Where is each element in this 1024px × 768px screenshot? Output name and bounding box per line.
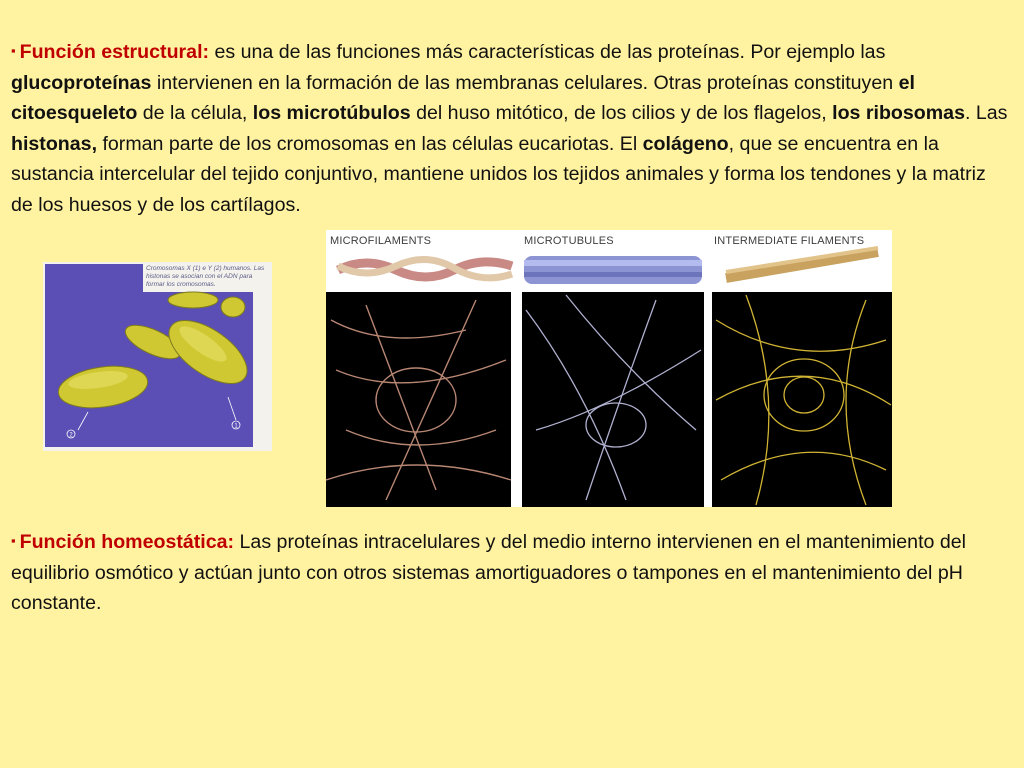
term-ribosomas: los ribosomas [832, 102, 965, 124]
homeostatic-function-heading: Función homeostática: [19, 531, 235, 553]
text-span: es una de las funciones más características de las proteínas. Por ejemplo las [209, 41, 886, 63]
intermediate-filaments-label: INTERMEDIATE FILAMENTS [714, 235, 865, 247]
bullet-icon: ▪ [11, 533, 16, 548]
text-span: del huso mitótico, de los cilios y de los flagelos, [410, 102, 833, 124]
structural-function-heading: Función estructural: [19, 41, 210, 63]
text-span: , que se encuentra en la sustancia intercelular del tejido conjuntivo, mantiene unidos los tejidos animales y forma los tendones y la matriz de los huesos y de los cartílagos. [11, 132, 986, 216]
term-microtubulos: los microtúbulos [252, 102, 411, 124]
term-colageno: colágeno [642, 132, 729, 155]
term-glucoproteinas: glucoproteínas [11, 71, 152, 94]
chromosome-label-2: 2 [69, 432, 73, 439]
text-span: . Las [964, 102, 1008, 124]
microtubules-label: MICROTUBULES [524, 235, 614, 247]
text-span: forman parte de los cromosomas en las células eucariotas. El [97, 132, 643, 155]
chromosome-caption: Cromosomas X (1) e Y (2) humanos. Las histonas se asocian con el ADN para formar los cromosomas. [146, 265, 265, 288]
microtubule-diagram [524, 256, 702, 284]
cytoskeleton-micrographs [326, 230, 892, 507]
chromosome-micrograph [43, 262, 272, 451]
text-span: de la célula, [137, 102, 253, 124]
microfilaments-label: MICROFILAMENTS [330, 235, 432, 247]
text-span: intervienen en la formación de las membranas celulares. Otras proteínas constituyen [151, 71, 899, 94]
homeostatic-function-paragraph [11, 526, 1016, 619]
text-span: Las proteínas intracelulares y del medio interno intervienen en el mantenimiento del equilibrio osmótico y actúan junto con otros sistemas amortiguadores o tampones en el mantenimiento del pH constante. [11, 531, 967, 614]
term-citoesqueleto: el citoesqueleto [11, 71, 915, 124]
structural-function-paragraph [11, 36, 1011, 220]
chromosome-label-1: 1 [234, 423, 238, 430]
bullet-icon: ▪ [11, 43, 16, 58]
term-histonas: histonas, [11, 132, 98, 155]
